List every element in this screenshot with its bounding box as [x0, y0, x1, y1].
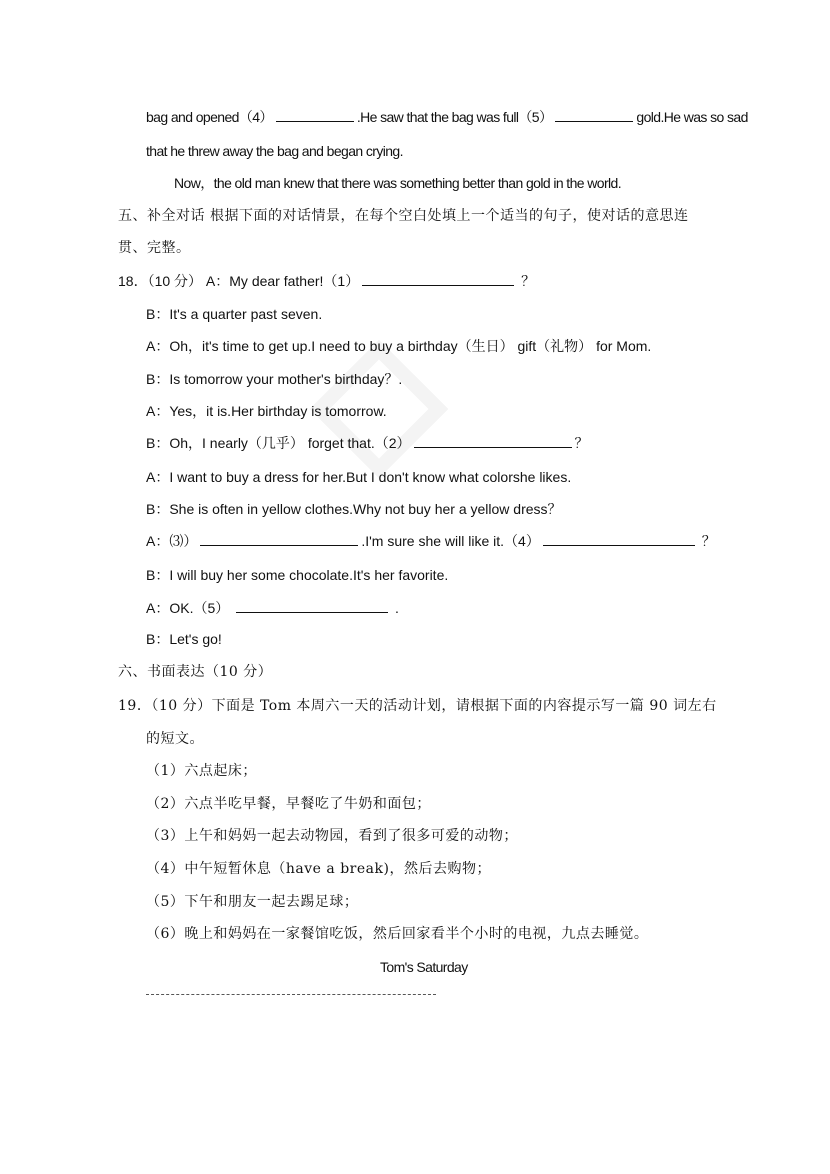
answer-blank-5[interactable]	[555, 108, 633, 122]
answer-blank-5[interactable]	[236, 599, 388, 613]
text: ？	[521, 273, 536, 289]
dialog-line: A：I want to buy a dress for her.But I don't know what colorshe likes.	[146, 469, 572, 485]
answer-blank-4[interactable]	[543, 532, 695, 546]
text: B：Oh，I nearly（几乎） forget that.（2）	[146, 435, 411, 451]
text: 18．（10 分） A：My dear father!（1）	[118, 273, 360, 289]
section-6-title: 六、书面表达（10 分）	[118, 664, 273, 680]
dialog-line	[146, 434, 589, 452]
plan-item: （1）六点起床；	[146, 763, 257, 779]
plan-item: （3）上午和妈妈一起去动物园，看到了很多可爱的动物；	[146, 828, 518, 844]
q19-head: 19．（10 分）下面是 Tom 本周六一天的活动计划，请根据下面的内容提示写一篇 90 词左右	[118, 698, 717, 714]
text: gold.He was so sad	[636, 109, 748, 125]
plan-item: （5）下午和朋友一起去踢足球；	[146, 894, 359, 910]
dialog-line: B：Is tomorrow your mother's birthday？.	[146, 371, 403, 387]
text: A：OK.（5）	[146, 600, 230, 616]
essay-title: Tom's Saturday	[380, 959, 468, 975]
q19-head-cont: 的短文。	[146, 731, 204, 747]
plan-item: （4）中午短暂休息（have a break)，然后去购物；	[146, 861, 491, 877]
text: A：⑶）	[146, 533, 198, 549]
story-line-3: Now，the old man knew that there was something better than gold in the world.	[174, 175, 622, 191]
dialog-line: B：Let's go!	[146, 631, 222, 647]
text: .He saw that the bag was full（5）	[356, 109, 553, 125]
dialog-line: B：It's a quarter past seven.	[146, 306, 323, 322]
dialog-line	[146, 532, 716, 550]
dialog-line: A：Oh，it's time to get up.I need to buy a birthday（生日） gift（礼物） for Mom.	[146, 338, 652, 354]
dialog-line: A：Yes，it is.Her birthday is tomorrow.	[146, 403, 387, 419]
answer-blank-3[interactable]	[200, 532, 358, 546]
answer-blank-2[interactable]	[414, 434, 572, 448]
dialog-line: B：She is often in yellow clothes.Why not buy her a yellow dress？	[146, 501, 562, 517]
text: ？	[701, 533, 716, 549]
dialog-line	[146, 599, 399, 617]
essay-answer-line[interactable]	[146, 994, 436, 995]
q18-head	[118, 272, 535, 290]
section-5-title: 五、补全对话 根据下面的对话情景，在每个空白处填上一个适当的句子，使对话的意思连	[118, 208, 689, 224]
plan-item: （6）晚上和妈妈在一家餐馆吃饭，然后回家看半个小时的电视，九点去睡觉。	[146, 926, 649, 942]
text: ？	[574, 435, 589, 451]
answer-blank-1[interactable]	[362, 272, 514, 286]
story-line-2: that he threw away the bag and began crying.	[146, 143, 403, 159]
section-5-title-cont: 贯、完整。	[118, 240, 191, 256]
text: .	[395, 600, 399, 616]
answer-blank-4[interactable]	[276, 108, 354, 122]
plan-item: （2）六点半吃早餐，早餐吃了牛奶和面包；	[146, 796, 431, 812]
dialog-line: B：I will buy her some chocolate.It's her favorite.	[146, 567, 449, 583]
text: .I'm sure she will like it.（4）	[361, 533, 540, 549]
text: bag and opened（4）	[146, 109, 273, 125]
story-line-1	[146, 108, 748, 126]
